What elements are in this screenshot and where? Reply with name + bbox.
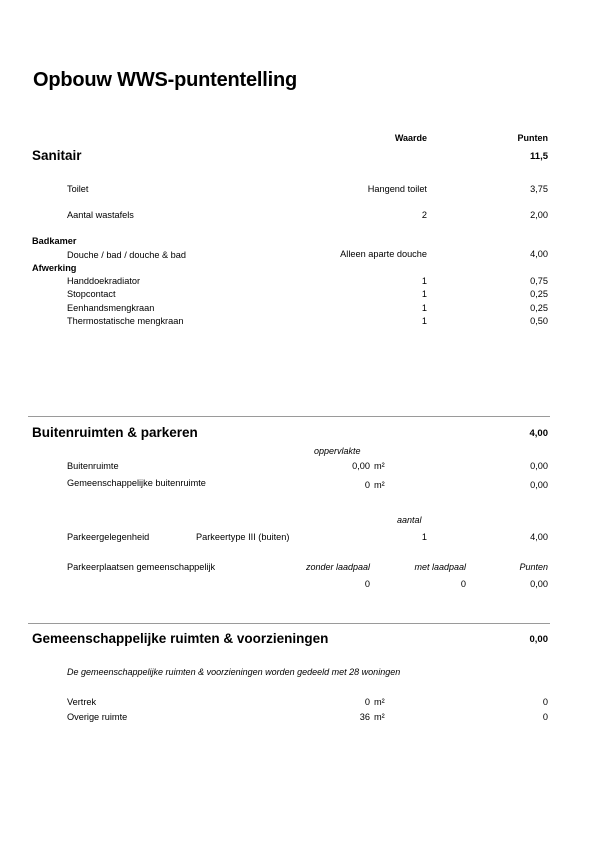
row-value: Alleen aparte douche xyxy=(340,249,427,259)
column-header-oppervlakte: oppervlakte xyxy=(314,446,361,456)
row-value: 2 xyxy=(421,210,427,220)
row-value: 0,00 xyxy=(352,461,370,471)
row-value: 1 xyxy=(421,289,427,299)
row-value: 0 xyxy=(364,480,370,490)
row-label: Gemeenschappelijke buitenruimte xyxy=(67,478,206,488)
page-title: Opbouw WWS-puntentelling xyxy=(33,69,298,91)
column-header-value: Waarde xyxy=(394,133,427,143)
column-header-zonder-laadpaal: zonder laadpaal xyxy=(305,562,370,572)
column-header-punten: Punten xyxy=(519,562,548,572)
row-points: 4,00 xyxy=(530,532,548,542)
row-value: 36 xyxy=(359,712,370,722)
row-points: 4,00 xyxy=(530,249,548,259)
section-total-buitenruimten: 4,00 xyxy=(529,428,548,439)
row-label: Eenhandsmengkraan xyxy=(67,303,155,313)
row-points: 3,75 xyxy=(530,184,548,194)
column-header-points: Punten xyxy=(517,133,548,143)
subheading-afwerking: Afwerking xyxy=(32,263,77,273)
row-points: 0,50 xyxy=(530,316,548,326)
row-points: 0,00 xyxy=(530,480,548,490)
row-value: 1 xyxy=(421,532,427,542)
row-unit: m² xyxy=(374,697,385,707)
column-header-aantal: aantal xyxy=(397,515,422,525)
row-unit: m² xyxy=(374,480,385,490)
row-label: Vertrek xyxy=(67,697,97,707)
row-label: Toilet xyxy=(67,184,89,194)
row-label: Buitenruimte xyxy=(67,461,119,471)
row-label: Overige ruimte xyxy=(67,712,128,722)
row-points: 0 xyxy=(542,712,548,722)
row-label: Douche / bad / douche & bad xyxy=(67,250,187,260)
row-value: 0 xyxy=(364,697,370,707)
section-title-gemeenschappelijk: Gemeenschappelijke ruimten & voorzieningen xyxy=(32,631,329,646)
row-label: Parkeerplaatsen gemeenschappelijk xyxy=(67,562,216,572)
row-points: 0,25 xyxy=(530,303,548,313)
row-points: 0,00 xyxy=(530,579,548,589)
section-title-buitenruimten: Buitenruimten & parkeren xyxy=(32,425,198,440)
row-label: Stopcontact xyxy=(67,289,116,299)
section-title-sanitair: Sanitair xyxy=(32,148,82,163)
section-divider xyxy=(28,416,550,417)
row-value: 0 xyxy=(364,579,370,589)
section-divider xyxy=(28,623,550,624)
section-total-sanitair: 11,5 xyxy=(530,151,548,162)
row-label: Parkeergelegenheid xyxy=(67,532,150,542)
row-label: Thermostatische mengkraan xyxy=(67,316,184,326)
row-unit: m² xyxy=(374,461,385,471)
row-value: Hangend toilet xyxy=(367,184,427,194)
row-points: 0,75 xyxy=(530,276,548,286)
row-points: 2,00 xyxy=(530,210,548,220)
row-unit: m² xyxy=(374,712,385,722)
column-header-met-laadpaal: met laadpaal xyxy=(414,562,466,572)
row-value: 0 xyxy=(460,579,466,589)
row-points: 0 xyxy=(542,697,548,707)
subheading-badkamer: Badkamer xyxy=(32,236,77,246)
parking-type: Parkeertype III (buiten) xyxy=(196,532,290,542)
row-value: 1 xyxy=(421,276,427,286)
row-points: 0,00 xyxy=(530,461,548,471)
section-total-gemeenschappelijk: 0,00 xyxy=(529,634,548,645)
row-label: Handdoekradiator xyxy=(67,276,141,286)
shared-note: De gemeenschappelijke ruimten & voorzieningen worden gedeeld met 28 woningen xyxy=(67,667,401,677)
row-points: 0,25 xyxy=(530,289,548,299)
row-label: Aantal wastafels xyxy=(67,210,134,220)
row-value: 1 xyxy=(421,303,427,313)
row-value: 1 xyxy=(421,316,427,326)
